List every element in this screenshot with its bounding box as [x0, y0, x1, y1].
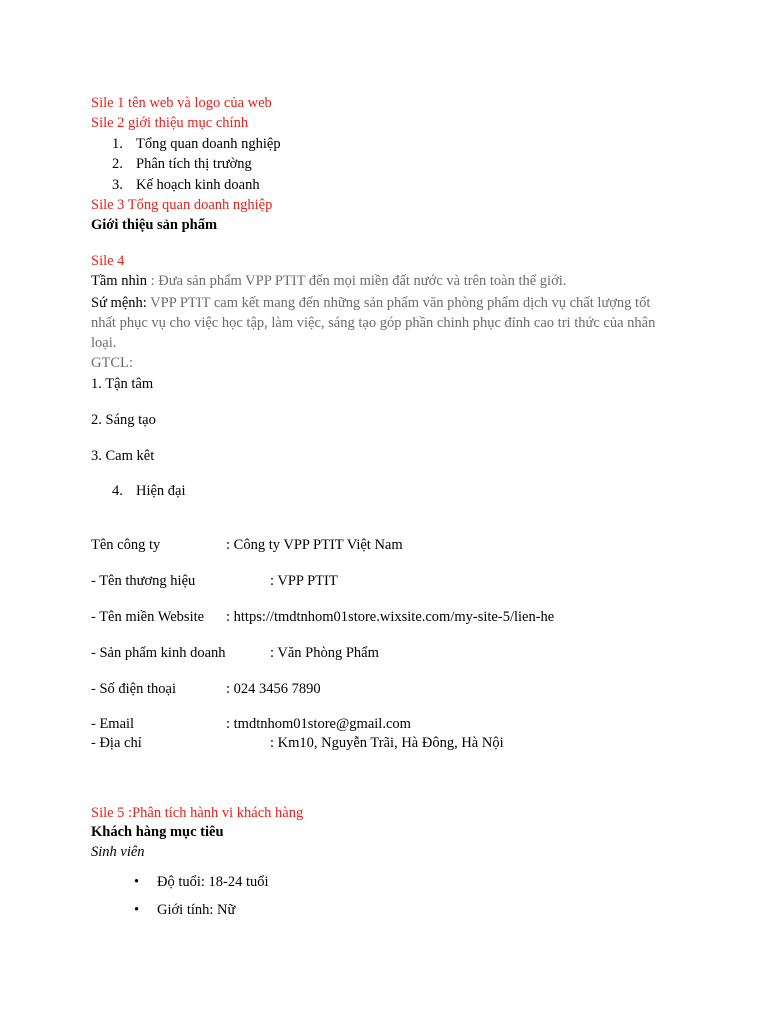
sile5-heading: Sile 5 :Phân tích hành vi khách hàng: [91, 805, 304, 821]
core-value-item: 2. Sáng tạo: [91, 412, 156, 428]
product-value: : Văn Phòng Phẩm: [270, 645, 379, 661]
brand-value: : VPP PTIT: [270, 573, 338, 589]
list-item: [112, 135, 281, 153]
bullet-text: Giới tính: Nữ: [157, 902, 236, 918]
website-value: : https://tmdtnhom01store.wixsite.com/my-site-5/lien-he: [226, 609, 555, 625]
sile1-heading: Sile 1 tên web và logo của web: [91, 95, 272, 111]
company-name-label: Tên công ty: [91, 537, 161, 553]
core-value-item: [112, 482, 186, 500]
sile3-heading: Sile 3 Tổng quan doanh nghiệp: [91, 197, 273, 213]
list-number: 2.: [112, 156, 123, 172]
bullet-icon: •: [134, 902, 140, 918]
list-text: Hiện đại: [136, 483, 186, 499]
phone-value: : 024 3456 7890: [226, 681, 321, 697]
vision-text: : Đưa sản phẩm VPP PTIT đến mọi miền đất nước và trên toàn thế giới.: [146, 273, 567, 289]
bullet-text: Độ tuổi: 18-24 tuổi: [157, 874, 269, 890]
address-value: : Km10, Nguyễn Trãi, Hà Đông, Hà Nội: [270, 735, 504, 751]
sile5-subheading: Khách hàng mục tiêu: [91, 824, 224, 840]
core-value-item: 1. Tận tâm: [91, 376, 154, 392]
address-label: - Địa chỉ: [91, 735, 142, 751]
list-number: 3.: [112, 177, 123, 193]
sile3-subheading: Giới thiệu sản phẩm: [91, 217, 218, 233]
list-number: 1.: [112, 136, 123, 152]
mission-text-line1: VPP PTIT cam kết mang đến những sản phẩm văn phòng phẩm dịch vụ chất lượng tốt: [146, 295, 651, 311]
mission-label: Sứ mệnh:: [91, 295, 147, 311]
list-number: 4.: [112, 483, 123, 499]
company-name-value: : Công ty VPP PTIT Việt Nam: [226, 537, 403, 553]
list-text: Tổng quan doanh nghiệp: [136, 136, 281, 152]
list-text: Phân tích thị trường: [136, 156, 252, 172]
mission-paragraph: [91, 294, 650, 312]
core-values-label: GTCL:: [91, 355, 133, 371]
vision-paragraph: [91, 272, 566, 290]
email-label: - Email: [91, 716, 135, 732]
list-item: [112, 176, 260, 194]
segment-label: Sinh viên: [91, 844, 145, 860]
email-value: : tmdtnhom01store@gmail.com: [226, 716, 411, 732]
sile2-heading: Sile 2 giới thiệu mục chính: [91, 115, 249, 131]
website-label: - Tên miền Website: [91, 609, 205, 625]
sile4-heading: Sile 4: [91, 253, 125, 269]
bullet-icon: •: [134, 874, 140, 890]
list-item: [112, 155, 252, 173]
product-label: - Sản phẩm kinh doanh: [91, 645, 226, 661]
list-text: Kế hoạch kinh doanh: [136, 177, 260, 193]
core-value-item: 3. Cam kêt: [91, 448, 155, 464]
brand-label: - Tên thương hiệu: [91, 573, 196, 589]
mission-text-line2: nhất phục vụ cho việc học tập, làm việc, sáng tạo góp phần chinh phục đỉnh cao tri thức của nhân: [91, 315, 656, 331]
phone-label: - Số điện thoại: [91, 681, 176, 697]
mission-text-line3: loại.: [91, 335, 117, 351]
vision-label: Tầm nhìn: [91, 273, 147, 289]
